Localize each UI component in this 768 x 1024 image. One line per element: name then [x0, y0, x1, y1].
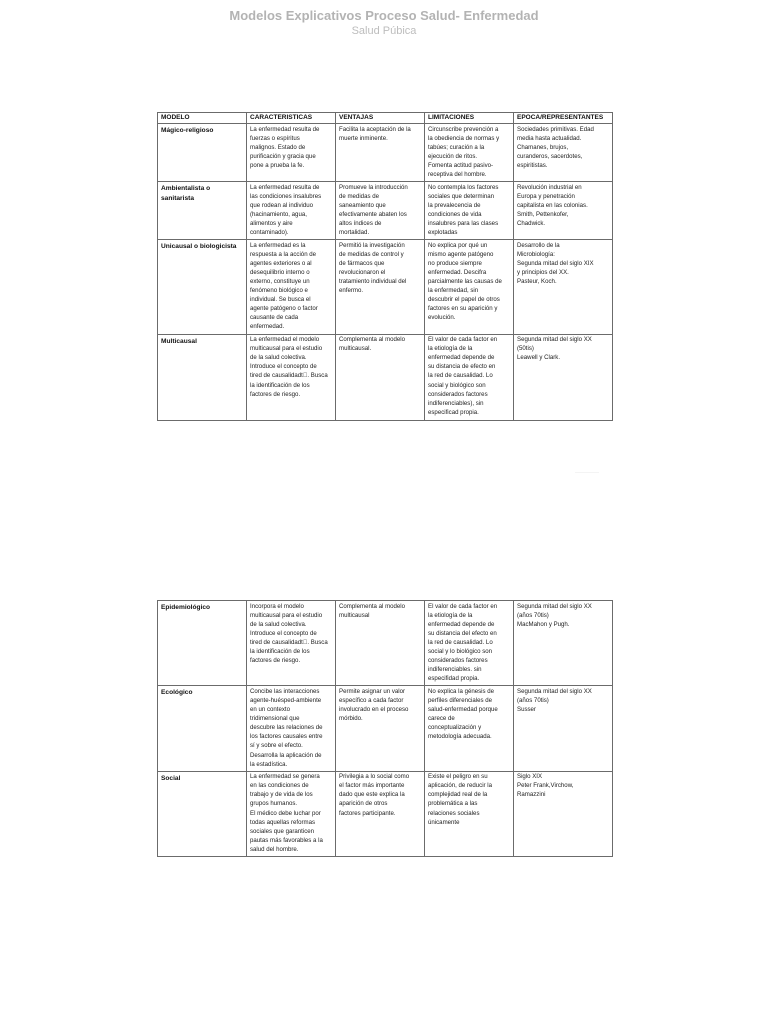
limitaciones-text: El valor de cada factor en la etiología de la enfermedad depende de su distancia de efecto en la red de causalidad. Lo social y biológico son considerados factores indiferenciables), sin especificad propia.: [428, 336, 498, 416]
caracteristicas-text: La enfermedad resulta de fuerzas o espíritus malignos. Estado de purificación y gracia que pone a prueba la fe.: [250, 125, 320, 169]
cell-epoca: [514, 601, 613, 686]
caracteristicas-text: La enfermedad resulta de las condiciones insalubres que rodean al individuo (hacinamiento, agua, alimentos y aire contaminado).: [250, 183, 322, 237]
cell-model: [158, 601, 247, 686]
cell-ventajas: [336, 182, 425, 240]
limitaciones-text: Existe el peligro en su aplicación, de reducir la complejidad real de la problemática a las relaciones sociales únicamente: [428, 773, 493, 826]
cell-caracteristicas: [247, 334, 336, 420]
epoca-text: Sociedades primitivas. Edad media hasta actualidad. Chamanes, brujos, curanderos, sacerdotes, espiritistas.: [517, 125, 594, 169]
cell-epoca: [514, 240, 613, 334]
model-name: Mágico-religioso: [161, 127, 214, 134]
cell-model: [158, 771, 247, 856]
scan-speck: [575, 472, 599, 473]
cell-ventajas: [336, 124, 425, 182]
cell-epoca: [514, 124, 613, 182]
cell-limitaciones: [425, 771, 514, 856]
model-name: Unicausal o biologicista: [161, 243, 237, 251]
caracteristicas-text: La enfermedad se genera en las condiciones de trabajo y de vida de los grupos humanos. El médico debe luchar por todas aquellas reformas sociales que garanticen pautas más favorables a la salud del hombre.: [250, 773, 323, 853]
cell-ventajas: [336, 601, 425, 686]
epoca-text: Segunda mitad del siglo XX (años 70tis) Susser: [517, 687, 592, 714]
cell-model: [158, 124, 247, 182]
ventajas-text: Promueve la introducción de medidas de saneamiento que efectivamente abaten los altos índices de mortalidad.: [339, 183, 408, 237]
epoca-text: Siglo XIX Peter Frank,Virchow, Ramazzini: [517, 773, 574, 799]
model-name: Social: [161, 774, 181, 782]
cell-model: [158, 334, 247, 420]
model-name: Multicausal: [161, 337, 197, 345]
cell-model: [158, 182, 247, 240]
cell-caracteristicas: [247, 182, 336, 240]
cell-caracteristicas: [247, 686, 336, 771]
document-subtitle: Salud Púbica: [351, 25, 417, 37]
ventajas-text: Permitió la investigación de medidas de control y de fármacos que revolucionaron el tratamiento individual del enfermo.: [339, 241, 407, 295]
limitaciones-text: No contempla los factores sociales que determinan la prevalecencia de condiciones de vida insalubres para las clases explotadas: [428, 183, 499, 237]
cell-ventajas: [336, 771, 425, 856]
cell-model: [158, 686, 247, 771]
table-row: [158, 601, 613, 686]
cell-ventajas: [336, 240, 425, 334]
cell-caracteristicas: [247, 771, 336, 856]
models-table-1: [157, 112, 613, 421]
table-row: [158, 240, 613, 334]
cell-epoca: [514, 686, 613, 771]
table-row: [158, 124, 613, 182]
header-modelo: MODELO: [158, 113, 247, 124]
cell-epoca: [514, 182, 613, 240]
header-epoca: EPOCA/REPRESENTANTES: [514, 113, 613, 124]
cell-caracteristicas: [247, 124, 336, 182]
cell-limitaciones: [425, 686, 514, 771]
cell-caracteristicas: [247, 601, 336, 686]
cell-model: [158, 240, 247, 334]
cell-ventajas: [336, 334, 425, 420]
ventajas-text: Facilita la aceptación de la muerte inminente.: [339, 125, 411, 142]
cell-limitaciones: [425, 601, 514, 686]
epoca-text: Segunda mitad del siglo XX (años 70tis) MacMahon y Pugh.: [517, 602, 592, 628]
limitaciones-text: No explica por qué un mismo agente patógeno no produce siempre enfermedad. Descifra parcialmente las causas de la enfermedad, sin descubrir el papel de otros factores en su aparición y evolución.: [428, 241, 502, 322]
caracteristicas-text: La enfermedad es la respuesta a la acción de agentes exteriores o al desequilibrio interno o externo, constituye un fenómeno biológico e individual. Se busca el agente patógeno o factor causante de cada enfermedad.: [250, 241, 318, 331]
cell-limitaciones: [425, 240, 514, 334]
caracteristicas-text: Incorpora el modelo multicausal para el estudio de la salud colectiva. Introduce el concepto de tired de causalidadt . Busca la identificación de los factores de riesgo.: [250, 602, 328, 665]
cell-ventajas: [336, 686, 425, 771]
epoca-text: Revolución industrial en Europa y penetración capitalista en las colonias. Smith, Pettenkofer, Chadwick.: [517, 183, 588, 227]
model-name: Ambientalista o sanitarista: [161, 185, 211, 202]
model-name: Ecológico: [161, 689, 193, 697]
cell-limitaciones: [425, 334, 514, 420]
cell-epoca: [514, 334, 613, 420]
limitaciones-text: No explica la génesis de perfiles diferenciales de salud-enfermedad porque carece de conceptualización y metodología adecuada.: [428, 687, 498, 741]
model-name: Epidemiológico: [161, 604, 211, 611]
document-title: Modelos Explicativos Proceso Salud- Enfermedad: [229, 8, 539, 23]
table-row: [158, 334, 613, 420]
models-table-2: [157, 600, 613, 857]
table-row: [158, 686, 613, 771]
header-ventajas: VENTAJAS: [336, 113, 425, 124]
caracteristicas-text: La enfermedad el modelo multicausal para el estudio de la salud colectiva. Introduce el concepto de tired de causalidadt . Busca la identificación de los factores de riesgo.: [250, 336, 328, 398]
ventajas-text: Complementa al modelo multicausal.: [339, 336, 406, 353]
table-header-row: [158, 113, 613, 124]
cell-epoca: [514, 771, 613, 856]
epoca-text: Desarrollo de la Microbiología: Segunda mitad del siglo XIX y principios del XX. Pasteur, Koch.: [517, 241, 594, 285]
cell-limitaciones: [425, 182, 514, 240]
cell-caracteristicas: [247, 240, 336, 334]
header-limitaciones: LIMITACIONES: [425, 113, 514, 124]
limitaciones-text: Circunscribe prevención a la obediencia de normas y tabúes; curación a la ejecución de ritos. Fomenta actitud pasivo- receptiva del hombre.: [428, 125, 500, 178]
table-row: [158, 771, 613, 856]
table-row: [158, 182, 613, 240]
epoca-text: Segunda mitad del siglo XX (50tis) Leawell y Clark.: [517, 336, 592, 362]
ventajas-text: Permite asignar un valor específico a cada factor involucrado en el proceso mórbido.: [339, 687, 409, 723]
ventajas-text: Privilegia a lo social como el factor más importante dado que este explica la aparición de otros factores participante.: [339, 773, 410, 817]
header-caracteristicas: CARACTERISTICAS: [247, 113, 336, 124]
cell-limitaciones: [425, 124, 514, 182]
caracteristicas-text: Concibe las interacciones agente-huésped-ambiente en un contexto tridimensional que descubre las relaciones de los factores causales entre sí y sobre el efecto. Desarrolla la aplicación de la estadística.: [250, 687, 323, 768]
ventajas-text: Complementa al modelo multicausal: [339, 602, 406, 619]
limitaciones-text: El valor de cada factor en la etiología de la enfermedad depende de su distancia del efecto en la red de causalidad. Lo social y lo biológico son considerados factores indiferenciables. sin especifidad propia.: [428, 602, 498, 683]
